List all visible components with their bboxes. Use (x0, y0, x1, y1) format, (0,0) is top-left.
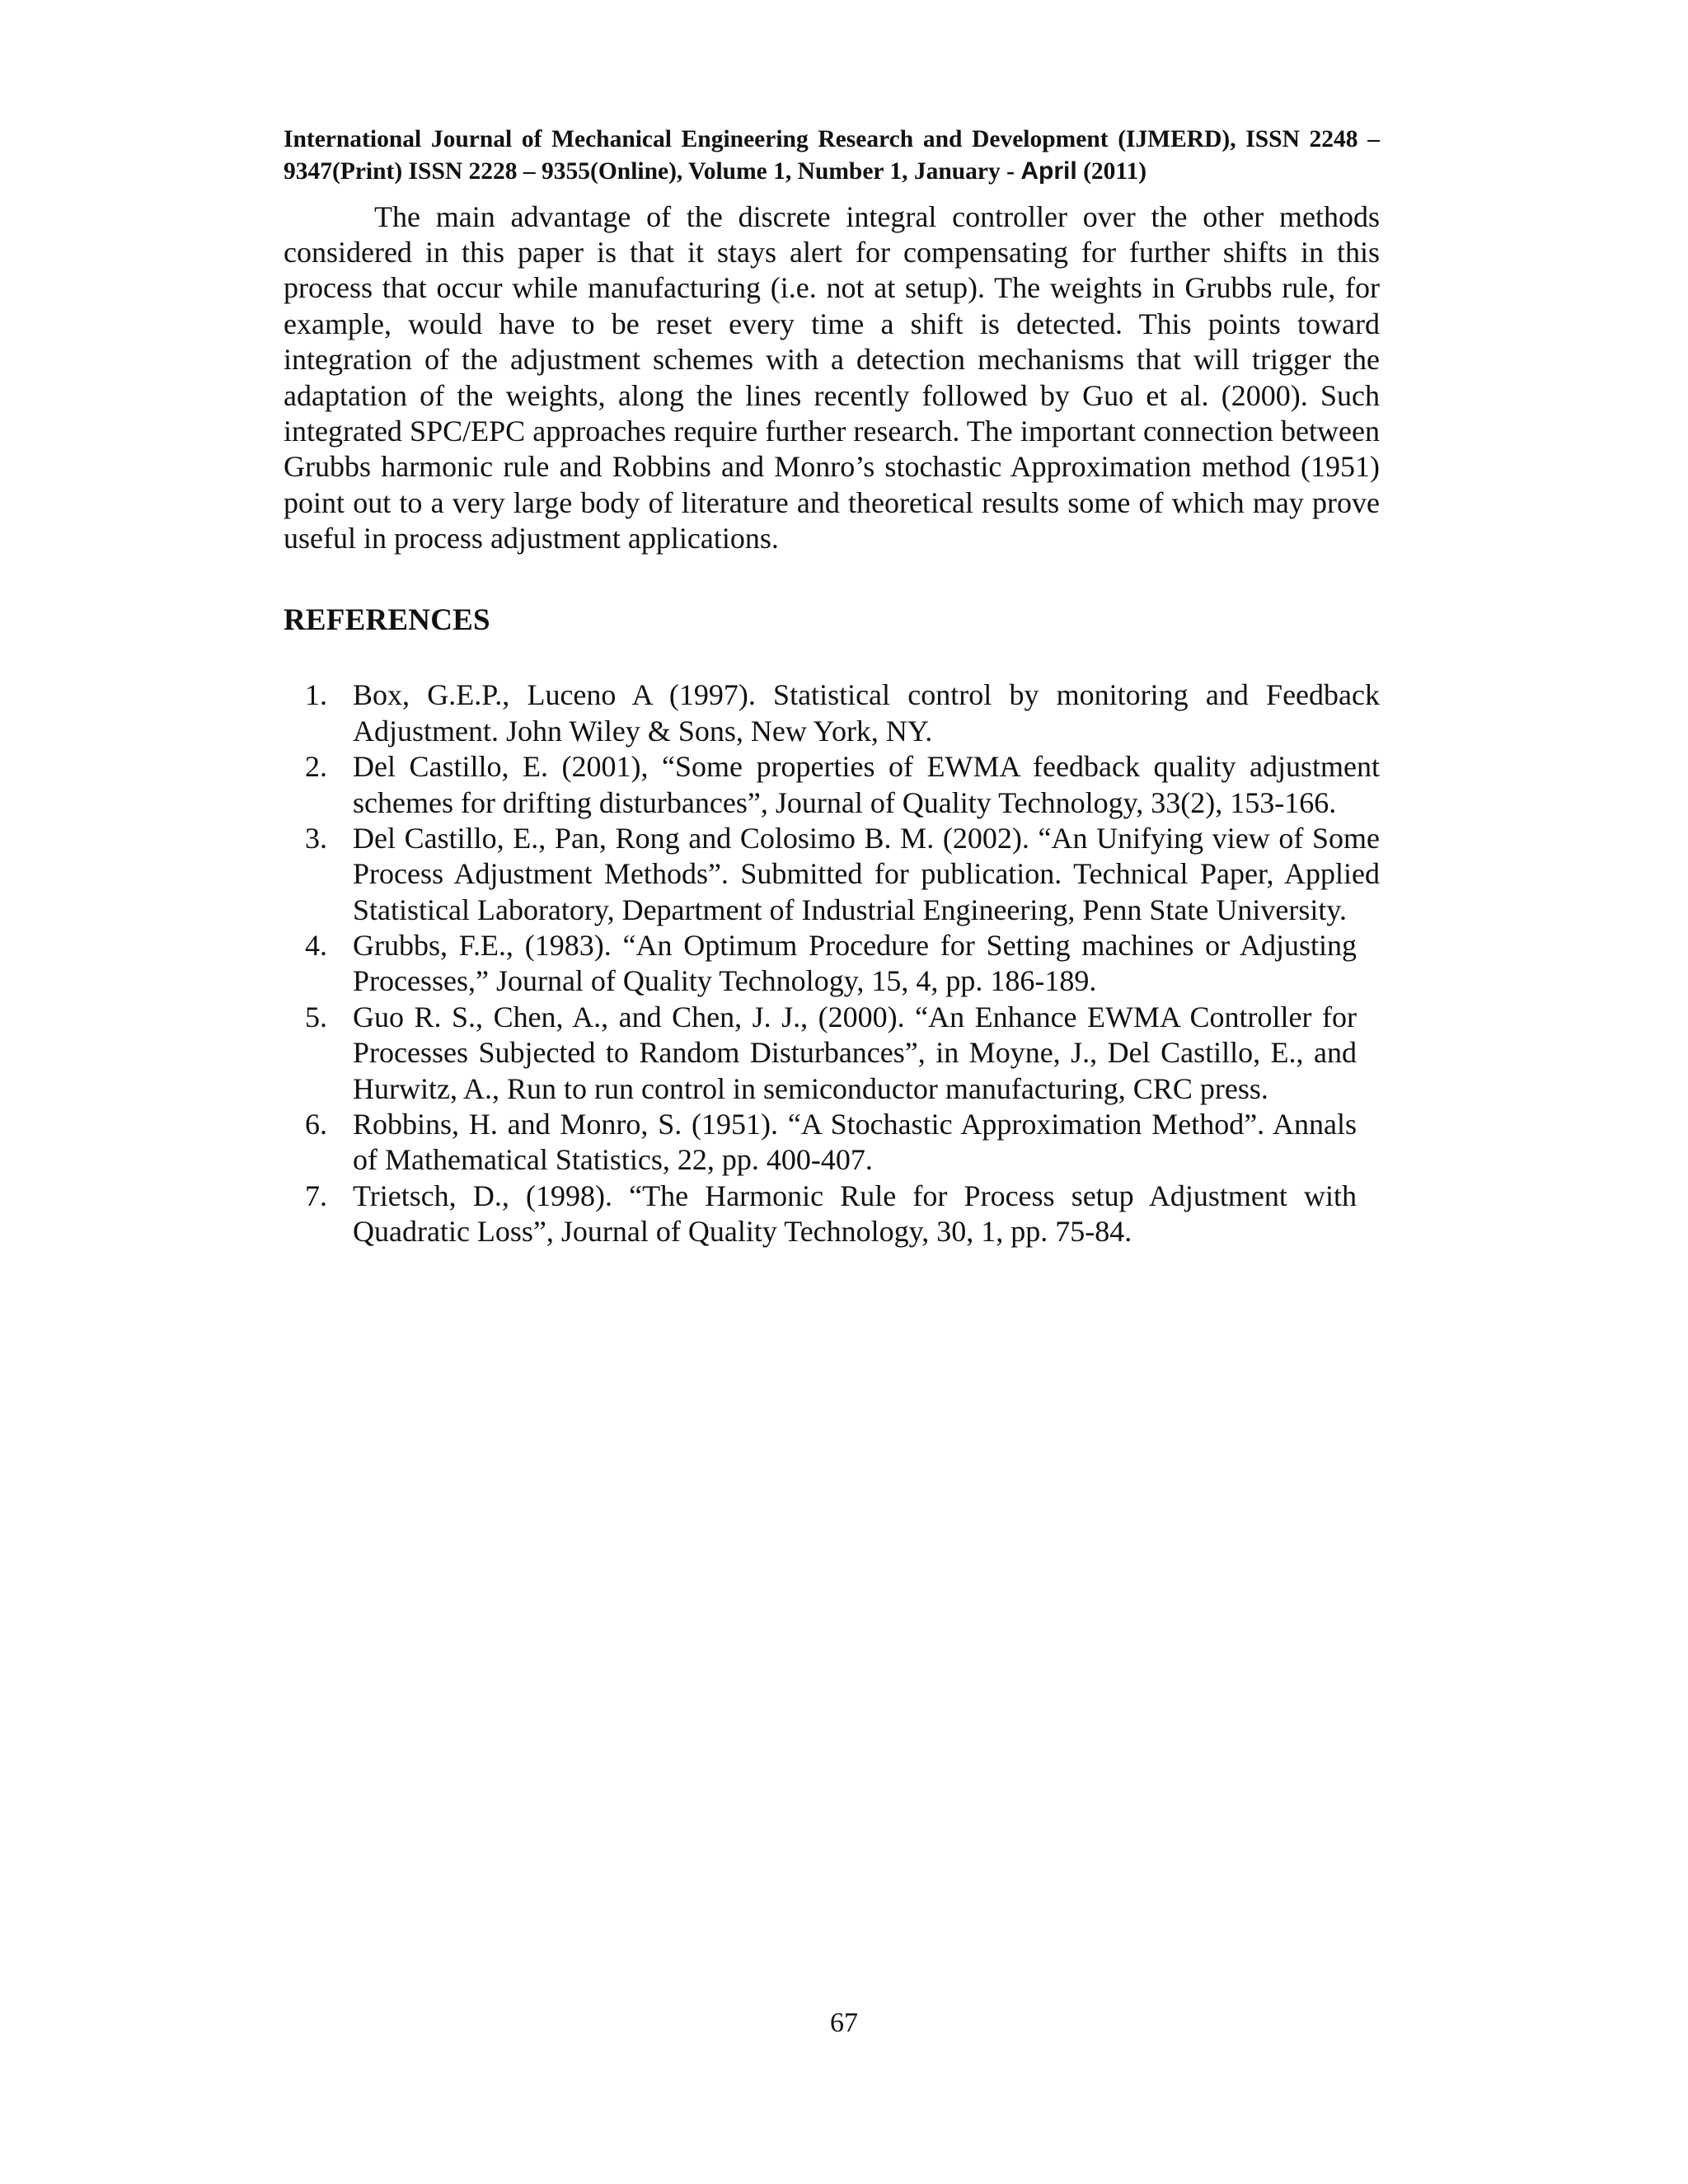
reference-number: 1. (305, 678, 327, 712)
reference-item (284, 677, 1380, 749)
reference-text: Guo R. S., Chen, A., and Chen, J. J., (2000). “An Enhance EWMA Controller for Processes Subjected to Random Disturbances”, in Moyne, J., Del Castillo, E., and Hurwitz, A., Run to run control in semiconductor manufacturing, CRC press. (353, 1000, 1357, 1105)
reference-text: Box, G.E.P., Luceno A (1997). Statistical control by monitoring and Feedback Adjustment. John Wiley & Sons, New York, NY. (353, 678, 1380, 748)
reference-number: 5. (305, 1000, 327, 1033)
reference-text: Trietsch, D., (1998). “The Harmonic Rule for Process setup Adjustment with Quadratic Loss”, Journal of Quality Technology, 30, 1, pp. 75-84. (353, 1179, 1357, 1249)
reference-item (284, 1179, 1380, 1250)
references-heading: REFERENCES (284, 603, 490, 638)
conclusion-paragraph: The main advantage of the discrete integral controller over the other methods considered in this paper is that it stays alert for compensating for further shifts in this process that occur while manufacturing (i.e. not at setup). The weights in Grubbs rule, for example, would have to be reset every time a shift is detected. This points toward integration of the adjustment schemes with a detection mechanisms that will trigger the adaptation of the weights, along the lines recently followed by Guo et al. (2000). Such integrated SPC/EPC approaches require further research. The important connection between Grubbs harmonic rule and Robbins and Monro’s stochastic Approximation method (1951) point out to a very large body of literature and theoretical results some of which may prove useful in process adjustment applications. (284, 199, 1380, 555)
reference-number: 3. (305, 821, 327, 855)
references-list (284, 677, 1380, 1249)
reference-item (284, 1000, 1380, 1107)
reference-number: 6. (305, 1107, 327, 1141)
reference-text: Robbins, H. and Monro, S. (1951). “A Stochastic Approximation Method”. Annals of Mathematical Statistics, 22, pp. 400-407. (353, 1107, 1357, 1177)
reference-text: Del Castillo, E., Pan, Rong and Colosimo B. M. (2002). “An Unifying view of Some Process Adjustment Methods”. Submitted for publication. Technical Paper, Applied Statistical Laboratory, Department of Industrial Engineering, Penn State University. (353, 821, 1380, 926)
reference-number: 4. (305, 929, 327, 963)
running-header (284, 124, 1380, 188)
reference-item (284, 749, 1380, 821)
reference-text: Grubbs, F.E., (1983). “An Optimum Procedure for Setting machines or Adjusting Processes,” Journal of Quality Technology, 15, 4, pp. 186-189. (353, 929, 1357, 998)
page-number: 67 (830, 2008, 858, 2038)
page-content (284, 124, 1380, 1249)
reference-item (284, 1107, 1380, 1179)
reference-item (284, 928, 1380, 1000)
reference-number: 7. (305, 1179, 327, 1212)
reference-number: 2. (305, 750, 327, 784)
reference-text: Del Castillo, E. (2001), “Some properties of EWMA feedback quality adjustment schemes for drifting disturbances”, Journal of Quality Technology, 33(2), 153-166. (353, 750, 1380, 819)
header-month-end: April (1020, 157, 1077, 185)
reference-item (284, 821, 1380, 928)
header-journal-line: International Journal of Mechanical Engineering Research and Development (IJMERD), ISSN 2248 – 9347(Print) ISSN 2228 – 9355(Online), Volume 1, Number 1, January - (284, 126, 1380, 185)
header-year: (2011) (1076, 158, 1147, 185)
